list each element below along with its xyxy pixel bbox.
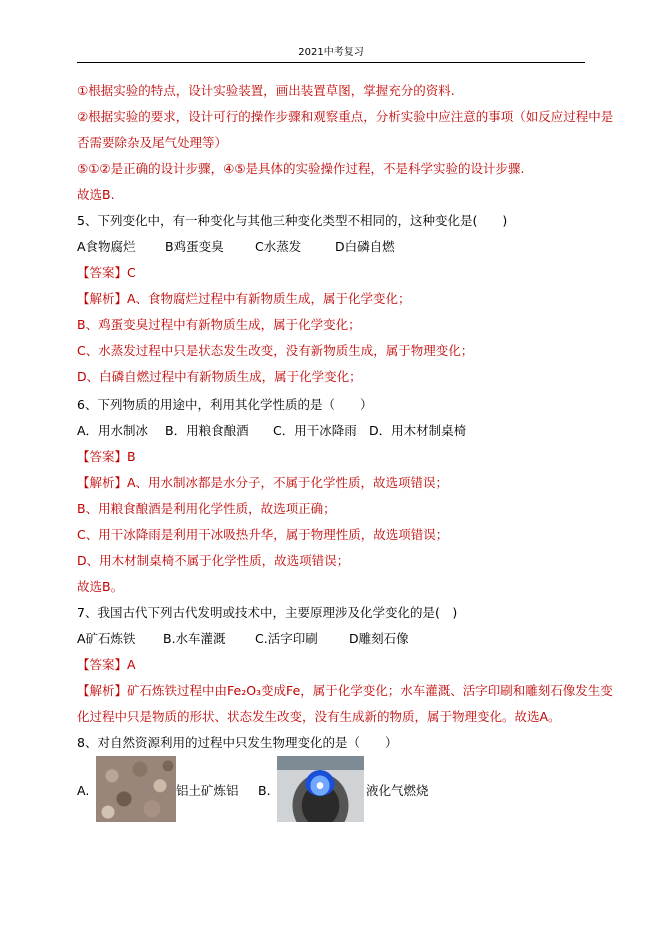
option-a-letter: A. [77,783,90,798]
question-8: 8、对自然资源利用的过程中只发生物理变化的是（ ） [77,735,398,750]
question-6-options [77,422,597,440]
analysis-line: B、用粮食酿酒是利用化学性质，故选项正确； [77,501,336,516]
answer-label: 【答案】A [77,657,136,672]
text-line: 否需要除杂及尾气处理等） [77,135,228,150]
option-b-text: 液化气燃烧 [366,783,429,798]
answer-label: 【答案】B [77,449,136,464]
option-d: D．用木材制桌椅 [369,423,467,438]
option-a: A食物腐烂 [77,239,136,254]
question-5-options [77,238,597,256]
text-line: ①根据实验的特点，设计实验装置，画出装置草图，掌握充分的资料. [77,83,455,98]
option-c: C水蒸发 [255,239,302,254]
analysis-line: C、水蒸发过程中只是状态发生改变，没有新物质生成，属于物理变化； [77,343,474,358]
question-5: 5、下列变化中，有一种变化与其他三种变化类型不相同的，这种变化是( ) [77,213,508,228]
analysis-line: D、用木材制桌椅不属于化学性质，故选项错误； [77,553,350,568]
text-line: ②根据实验的要求，设计可行的操作步骤和观察重点，分析实验中应注意的事项（如反应过程中是 [77,109,614,124]
question-6: 6、下列物质的用途中，利用其化学性质的是（ ） [77,397,373,412]
option-d: D白磷自燃 [335,239,395,254]
option-d: D雕刻石像 [349,631,409,646]
flame-icon [305,770,335,796]
text-line: 故选B. [77,187,115,202]
analysis-line: 化过程中只是物质的形状、状态发生改变，没有生成新的物质，属于物理变化。故选A。 [77,709,561,724]
option-c: C．用干冰降雨 [273,423,357,438]
option-b: B鸡蛋变臭 [165,239,224,254]
analysis-line: 【解析】A、用水制冰都是水分子，不属于化学性质，故选项错误； [77,475,449,490]
option-b: B.水车灌溉 [163,631,226,646]
option-a: A．用水制冰 [77,423,149,438]
question-7-options [77,630,597,648]
analysis-line: 【解析】A、食物腐烂过程中有新物质生成，属于化学变化； [77,291,411,306]
page-header: 2021中考复习 [77,44,585,63]
option-c: C.活字印刷 [255,631,318,646]
option-a-text: 铝土矿炼铝 [176,783,239,798]
analysis-line: 【解析】矿石炼铁过程中由Fe₂O₃变成Fe，属于化学变化；水车灌溉、活字印刷和雕刻石像发生变 [77,683,613,698]
option-b-letter: B. [258,783,271,798]
answer-label: 【答案】C [77,265,136,280]
pan-bottom [277,756,364,770]
analysis-line: C、用干冰降雨是利用干冰吸热升华，属于物理性质，故选项错误； [77,527,449,542]
analysis-line: B、鸡蛋变臭过程中有新物质生成，属于化学变化； [77,317,361,332]
analysis-line: D、白磷自燃过程中有新物质生成，属于化学变化； [77,369,362,384]
analysis-line: 故选B。 [77,579,124,594]
option-a: A矿石炼铁 [77,631,136,646]
gas-stove-image [277,756,364,822]
option-b: B．用粮食酿酒 [165,423,249,438]
question-7: 7、我国古代下列古代发明或技术中，主要原理涉及化学变化的是( ) [77,605,458,620]
text-line: ⑤①②是正确的设计步骤，④⑤是具体的实验操作过程，不是科学实验的设计步骤. [77,161,525,176]
bauxite-ore-image [96,756,176,822]
